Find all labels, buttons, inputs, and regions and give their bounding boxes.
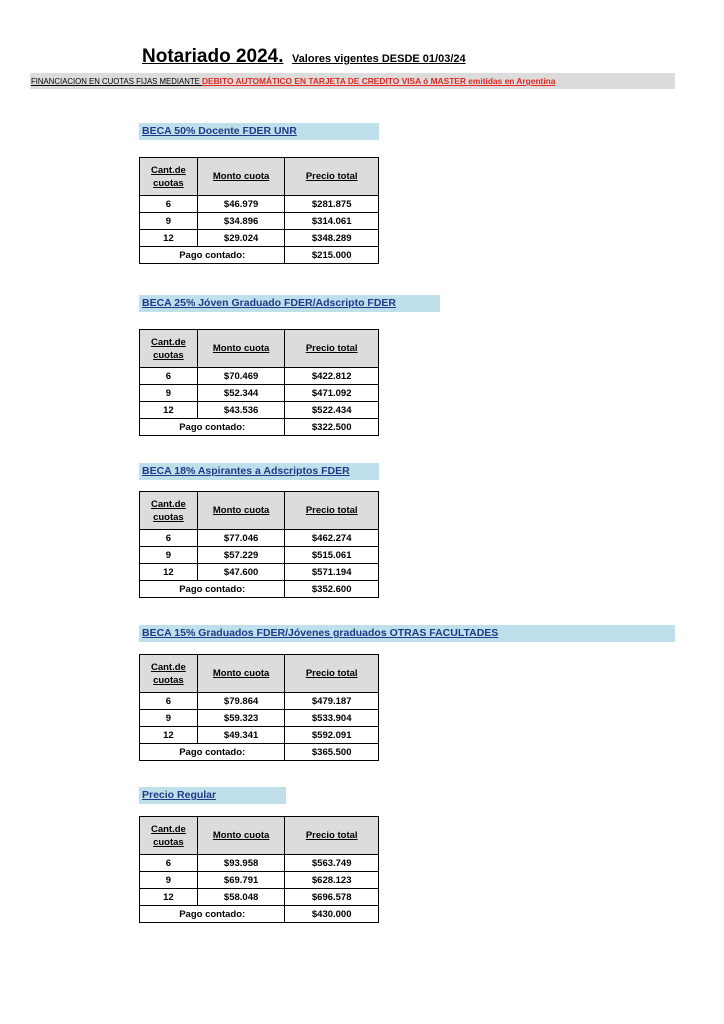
table-header-row — [140, 330, 379, 368]
table-row — [140, 872, 379, 889]
total-cell: $592.091 — [285, 727, 379, 744]
total-cell: $314.061 — [285, 213, 379, 230]
col-installments: Cant.de cuotas — [140, 492, 198, 530]
section-header-beca-15: BECA 15% Graduados FDER/Jóvenes graduados OTRAS FACULTADES — [139, 625, 675, 642]
table-row — [140, 530, 379, 547]
installments-cell: 6 — [140, 368, 198, 385]
financing-highlight: DEBITO AUTOMÁTICO EN TARJETA DE CREDITO VISA ó MASTER emitidas en Argentina — [201, 76, 556, 86]
price-table-beca-15 — [139, 654, 379, 761]
title-main: Notariado 2024. — [142, 46, 284, 67]
total-cell: $563.749 — [285, 855, 379, 872]
table-header-row — [140, 655, 379, 693]
cash-row — [140, 419, 379, 436]
total-cell: $533.904 — [285, 710, 379, 727]
page-title — [142, 46, 466, 68]
price-table-beca-18 — [139, 491, 379, 598]
table-row — [140, 368, 379, 385]
table-row — [140, 196, 379, 213]
price-table-beca-50 — [139, 157, 379, 264]
col-total: Precio total — [285, 817, 379, 855]
cash-label: Pago contado: — [140, 744, 285, 761]
monthly-cell: $47.600 — [197, 564, 285, 581]
total-cell: $422.812 — [285, 368, 379, 385]
installments-cell: 9 — [140, 385, 198, 402]
cash-row — [140, 906, 379, 923]
total-cell: $471.092 — [285, 385, 379, 402]
monthly-cell: $46.979 — [197, 196, 285, 213]
installments-cell: 9 — [140, 710, 198, 727]
col-total: Precio total — [285, 158, 379, 196]
cash-price: $430.000 — [285, 906, 379, 923]
col-monthly: Monto cuota — [197, 655, 285, 693]
financing-banner — [30, 73, 675, 89]
monthly-cell: $69.791 — [197, 872, 285, 889]
table-header-row — [140, 158, 379, 196]
total-cell: $571.194 — [285, 564, 379, 581]
monthly-cell: $93.958 — [197, 855, 285, 872]
monthly-cell: $70.469 — [197, 368, 285, 385]
table-row — [140, 710, 379, 727]
col-installments: Cant.de cuotas — [140, 655, 198, 693]
section-header-beca-25: BECA 25% Jóven Graduado FDER/Adscripto FDER — [139, 295, 440, 312]
installments-cell: 12 — [140, 230, 198, 247]
monthly-cell: $59.323 — [197, 710, 285, 727]
installments-cell: 12 — [140, 564, 198, 581]
installments-cell: 12 — [140, 727, 198, 744]
table-header-row — [140, 492, 379, 530]
price-table-regular — [139, 816, 379, 923]
col-monthly: Monto cuota — [197, 817, 285, 855]
col-monthly: Monto cuota — [197, 330, 285, 368]
installments-cell: 6 — [140, 693, 198, 710]
col-installments: Cant.de cuotas — [140, 330, 198, 368]
cash-label: Pago contado: — [140, 906, 285, 923]
total-cell: $522.434 — [285, 402, 379, 419]
total-cell: $515.061 — [285, 547, 379, 564]
installments-cell: 12 — [140, 402, 198, 419]
financing-text: FINANCIACION EN CUOTAS FIJAS MEDIANTE — [31, 77, 202, 86]
table-row — [140, 855, 379, 872]
total-cell: $462.274 — [285, 530, 379, 547]
installments-cell: 6 — [140, 855, 198, 872]
monthly-cell: $49.341 — [197, 727, 285, 744]
col-total: Precio total — [285, 330, 379, 368]
cash-row — [140, 744, 379, 761]
section-header-beca-50: BECA 50% Docente FDER UNR — [139, 123, 379, 140]
monthly-cell: $43.536 — [197, 402, 285, 419]
cash-price: $215.000 — [285, 247, 379, 264]
installments-cell: 6 — [140, 530, 198, 547]
table-row — [140, 230, 379, 247]
col-installments: Cant.de cuotas — [140, 158, 198, 196]
col-monthly: Monto cuota — [197, 158, 285, 196]
total-cell: $479.187 — [285, 693, 379, 710]
table-row — [140, 693, 379, 710]
col-installments: Cant.de cuotas — [140, 817, 198, 855]
cash-label: Pago contado: — [140, 419, 285, 436]
cash-row — [140, 247, 379, 264]
cash-row — [140, 581, 379, 598]
monthly-cell: $58.048 — [197, 889, 285, 906]
section-header-regular: Precio Regular — [139, 787, 286, 804]
cash-label: Pago contado: — [140, 247, 285, 264]
monthly-cell: $29.024 — [197, 230, 285, 247]
table-header-row — [140, 817, 379, 855]
installments-cell: 6 — [140, 196, 198, 213]
monthly-cell: $52.344 — [197, 385, 285, 402]
monthly-cell: $34.896 — [197, 213, 285, 230]
col-total: Precio total — [285, 655, 379, 693]
installments-cell: 9 — [140, 213, 198, 230]
table-row — [140, 547, 379, 564]
monthly-cell: $77.046 — [197, 530, 285, 547]
cash-price: $365.500 — [285, 744, 379, 761]
title-validity: Valores vigentes DESDE 01/03/24 — [291, 53, 466, 65]
total-cell: $696.578 — [285, 889, 379, 906]
col-total: Precio total — [285, 492, 379, 530]
table-row — [140, 213, 379, 230]
col-monthly: Monto cuota — [197, 492, 285, 530]
table-row — [140, 402, 379, 419]
installments-cell: 9 — [140, 872, 198, 889]
total-cell: $281.875 — [285, 196, 379, 213]
total-cell: $628.123 — [285, 872, 379, 889]
cash-price: $352.600 — [285, 581, 379, 598]
monthly-cell: $57.229 — [197, 547, 285, 564]
table-row — [140, 385, 379, 402]
installments-cell: 9 — [140, 547, 198, 564]
table-row — [140, 889, 379, 906]
installments-cell: 12 — [140, 889, 198, 906]
total-cell: $348.289 — [285, 230, 379, 247]
section-header-beca-18: BECA 18% Aspirantes a Adscriptos FDER — [139, 463, 379, 480]
cash-label: Pago contado: — [140, 581, 285, 598]
table-row — [140, 727, 379, 744]
price-table-beca-25 — [139, 329, 379, 436]
cash-price: $322.500 — [285, 419, 379, 436]
table-row — [140, 564, 379, 581]
monthly-cell: $79.864 — [197, 693, 285, 710]
